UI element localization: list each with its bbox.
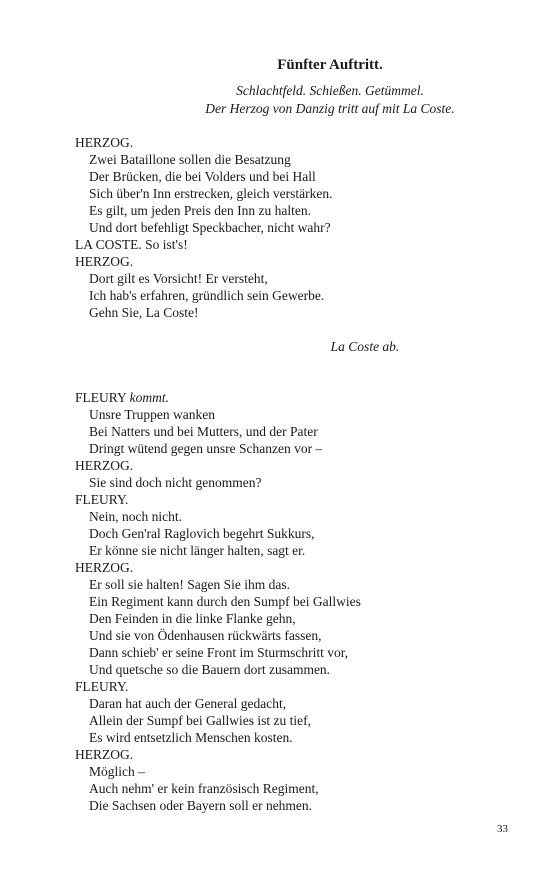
verse-line: Unsre Truppen wanken bbox=[89, 407, 215, 422]
verse-line: Daran hat auch der General gedacht, bbox=[89, 696, 287, 711]
verse-line: Ein Regiment kann durch den Sumpf bei Gallwies bbox=[89, 594, 361, 609]
verse-line: Doch Gen'ral Raglovich begehrt Sukkurs, bbox=[89, 526, 315, 541]
speaker-line-fleury bbox=[75, 389, 515, 406]
verse-line: Zwei Bataillone sollen die Besatzung bbox=[89, 152, 291, 167]
speaker-label: HERZOG. bbox=[75, 747, 134, 762]
verse-line: Bei Natters und bei Mutters, und der Pater bbox=[89, 424, 318, 439]
speaker-label: LA COSTE. So ist's! bbox=[75, 237, 188, 252]
verse-line: Er soll sie halten! Sagen Sie ihm das. bbox=[89, 577, 290, 592]
dialogue-block-1 bbox=[75, 134, 515, 321]
verse-line: Nein, noch nicht. bbox=[89, 509, 182, 524]
speaker-action: kommt. bbox=[129, 390, 170, 405]
spacer bbox=[75, 372, 515, 389]
verse-line: Und sie von Ödenhausen rückwärts fassen, bbox=[89, 628, 322, 643]
speaker-name: FLEURY bbox=[75, 390, 127, 405]
verse-line: Die Sachsen oder Bayern soll er nehmen. bbox=[89, 798, 313, 813]
verse-line: Auch nehm' er kein französisch Regiment, bbox=[89, 781, 319, 796]
verse-line: Dringt wütend gegen unsre Schanzen vor – bbox=[89, 441, 323, 456]
stage-direction-entrance: Der Herzog von Danzig tritt auf mit La Coste. bbox=[205, 101, 455, 116]
speaker-label: FLEURY. bbox=[75, 492, 129, 507]
verse-line: Der Brücken, die bei Volders und bei Hall bbox=[89, 169, 316, 184]
page-number: 33 bbox=[497, 823, 508, 835]
speaker-label: HERZOG. bbox=[75, 458, 134, 473]
verse-line: Es wird entsetzlich Menschen kosten. bbox=[89, 730, 293, 745]
verse-line: Dort gilt es Vorsicht! Er versteht, bbox=[89, 271, 268, 286]
verse-line: Und quetsche so die Bauern dort zusammen. bbox=[89, 662, 331, 677]
scene-title: Fünfter Auftritt. bbox=[277, 57, 383, 73]
exit-direction: La Coste ab. bbox=[330, 339, 400, 354]
dialogue-text bbox=[75, 134, 515, 814]
speaker-label: HERZOG. bbox=[75, 135, 134, 150]
verse-line: Ich hab's erfahren, gründlich sein Gewerbe. bbox=[89, 288, 325, 303]
verse-line: Und dort befehligt Speckbacher, nicht wahr? bbox=[89, 220, 331, 235]
verse-line: Es gilt, um jeden Preis den Inn zu halten. bbox=[89, 203, 311, 218]
speaker-label: HERZOG. bbox=[75, 254, 134, 269]
verse-line: Sich über'n Inn erstrecken, gleich verstärken. bbox=[89, 186, 333, 201]
verse-line: Den Feinden in die linke Flanke gehn, bbox=[89, 611, 296, 626]
verse-line: Sie sind doch nicht genommen? bbox=[89, 475, 262, 490]
stage-direction-setting: Schlachtfeld. Schießen. Getümmel. bbox=[236, 83, 424, 98]
verse-line: Gehn Sie, La Coste! bbox=[89, 305, 199, 320]
speaker-label: FLEURY. bbox=[75, 679, 129, 694]
verse-line: Er könne sie nicht länger halten, sagt er. bbox=[89, 543, 306, 558]
verse-line: Allein der Sumpf bei Gallwies ist zu tief, bbox=[89, 713, 311, 728]
verse-line: Möglich – bbox=[89, 764, 145, 779]
speaker-label: HERZOG. bbox=[75, 560, 134, 575]
dialogue-block-2 bbox=[75, 406, 515, 814]
verse-line: Dann schieb' er seine Front im Sturmschritt vor, bbox=[89, 645, 349, 660]
